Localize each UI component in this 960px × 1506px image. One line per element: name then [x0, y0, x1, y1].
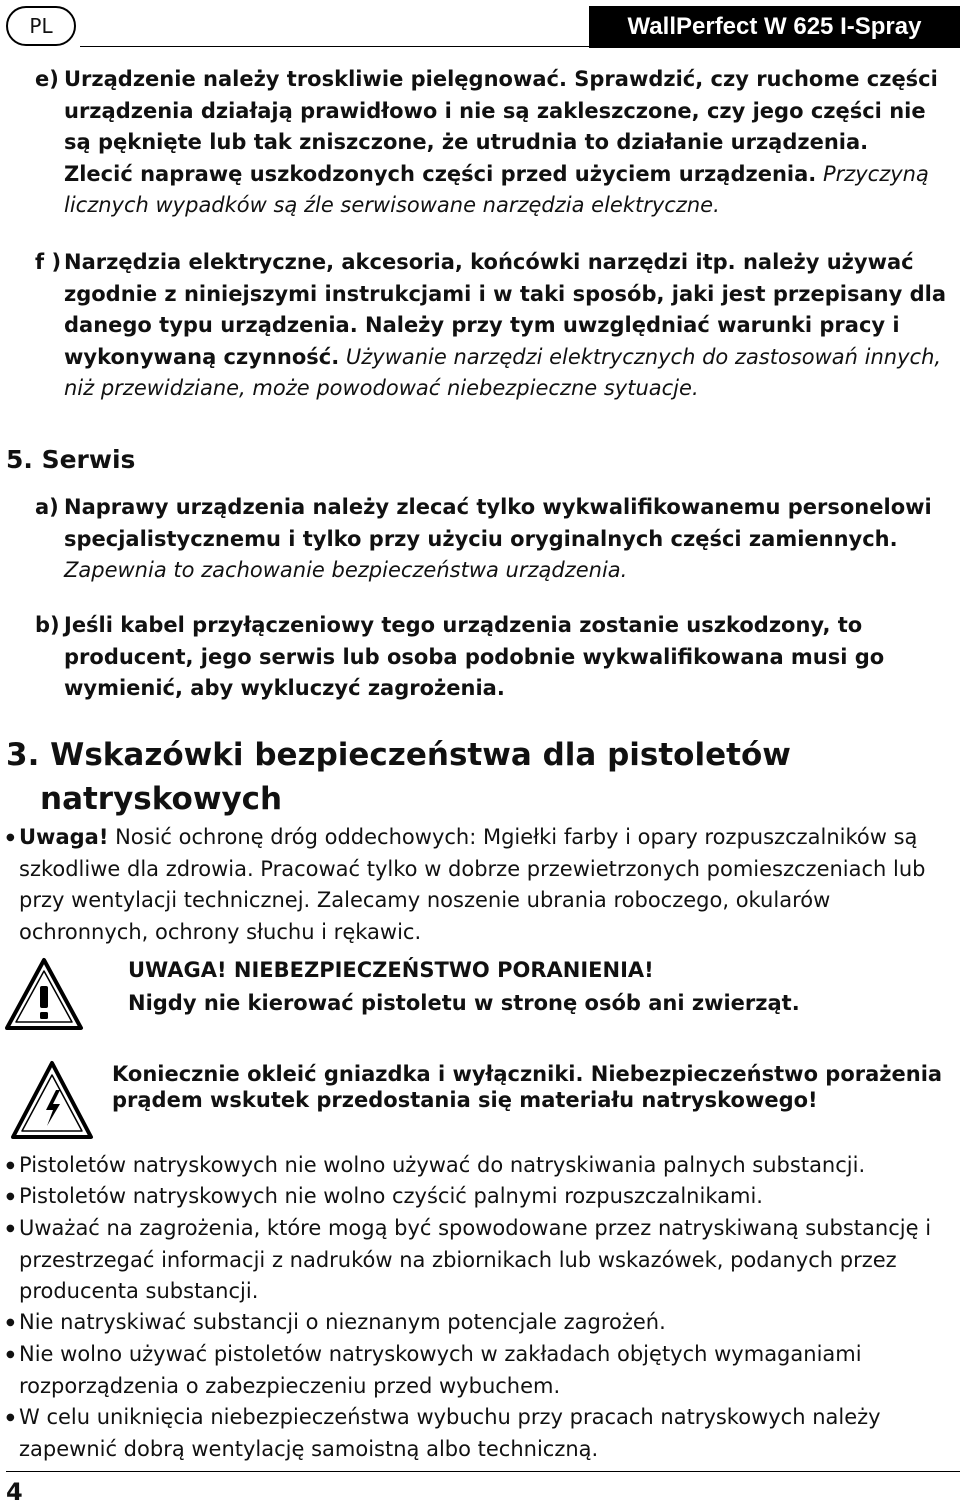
bullet-item: Pistoletów natryskowych nie wolno używać do natryskiwania palnych substancji.	[19, 1153, 866, 1177]
header-divider	[80, 46, 590, 47]
warning-1-line1: UWAGA! NIEBEZPIECZEŃSTWO PORANIENIA!	[128, 958, 654, 982]
bullet-dot: ●	[6, 1160, 15, 1171]
bullet-dot: ●	[6, 1223, 15, 1234]
uwaga-text: Nosić ochronę dróg oddechowych: Mgiełki farby i opary rozpuszczalników są szkodliwe dla zdrowia. Pracować tylko w dobrze przewietrzonych pomieszczeniach lub przy wentylacji technicznej. Zalecamy noszenie ubrania roboczego, okularów ochronnych, ochrony słuchu i rękawic.	[19, 825, 926, 944]
section-5-a-label: a)	[35, 495, 59, 519]
page-number: 4	[6, 1478, 23, 1506]
warning-triangle-icon	[4, 957, 84, 1031]
section-3-heading-line2: natryskowych	[40, 781, 283, 817]
section-5-b-bold: Jeśli kabel przyłączeniowy tego urządzenia zostanie uszkodzony, to producent, jego serwis lub osoba podobnie wykwalifikowana musi go wymienić, aby wykluczyć zagrożenia.	[64, 613, 885, 700]
bullet-item: Uważać na zagrożenia, które mogą być spowodowane przez natryskiwaną substancję i przestrzegać informacji z nadruków na zbiornikach lub wskazówek, podanych przez producenta substancji.	[19, 1216, 932, 1303]
item-f-label: f )	[35, 250, 62, 274]
footer-divider	[6, 1471, 960, 1472]
bullet-dot: ●	[6, 1349, 15, 1360]
item-f-text	[64, 247, 954, 405]
section-5-b-text	[64, 610, 904, 705]
item-e-bold: Urządzenie należy troskliwie pielęgnować. Sprawdzić, czy ruchome części urządzenia działają prawidłowo i nie są zakleszczone, czy jego części nie są pęknięte lub tak zniszczone, że utrudnia to działanie urządzenia. Zlecić naprawę uszkodzonych części przed użyciem urządzenia.	[64, 67, 938, 186]
uwaga-label: Uwaga!	[19, 825, 109, 849]
bullet-dot: ●	[6, 1412, 15, 1423]
section-5-a-italic: Zapewnia to zachowanie bezpieczeństwa urządzenia.	[64, 558, 628, 582]
section-5-a-text	[64, 492, 944, 587]
section-5-heading: 5. Serwis	[6, 445, 136, 474]
bullet-dot: ●	[6, 1317, 15, 1328]
bullet-item: W celu uniknięcia niebezpieczeństwa wybuchu przy pracach natryskowych należy zapewnić dobrą wentylację samoistną albo techniczną.	[19, 1405, 881, 1461]
electric-shock-warning-icon	[10, 1060, 94, 1140]
section-3-heading	[6, 733, 791, 821]
section-5-b-label: b)	[35, 613, 60, 637]
item-e-label: e)	[35, 67, 59, 91]
section-3-heading-line1: 3. Wskazówki bezpieczeństwa dla pistoletów	[6, 737, 791, 773]
uwaga-paragraph	[19, 822, 954, 948]
bullet-item: Nie wolno używać pistoletów natryskowych w zakładach objętych wymaganiami rozporządzenia o zabezpieczeniu przed wybuchem.	[19, 1342, 862, 1398]
warning-2-line2: prądem wskutek przedostania się materiału natryskowego!	[112, 1088, 818, 1112]
bullet-item: Nie natryskiwać substancji o nieznanym potencjale zagrożeń.	[19, 1310, 666, 1334]
item-e-text	[64, 64, 944, 222]
bullet-dot: ●	[6, 832, 15, 843]
warning-2-line1: Koniecznie okleić gniazdka i wyłączniki. Niebezpieczeństwo porażenia	[112, 1062, 943, 1086]
language-badge: PL	[6, 6, 76, 46]
item-f-italic: Używanie narzędzi elektrycznych do zastosowań innych, niż przewidziane, może powodować niebezpieczne sytuacje.	[64, 344, 942, 400]
item-f-bold: Narzędzia elektryczne, akcesoria, końcówki narzędzi itp. należy używać zgodnie z niniejszymi instrukcjami i w taki sposób, jaki jest przepisany dla danego typu urządzenia. Należy przy tym uwzględniać warunki pracy i wykonywaną czynność.	[64, 250, 947, 369]
section-5-a-bold: Naprawy urządzenia należy zlecać tylko wykwalifikowanemu personelowi specjalistycznemu i tylko przy użyciu oryginalnych części zamiennych.	[64, 495, 932, 551]
bullet-item: Pistoletów natryskowych nie wolno czyścić palnymi rozpuszczalnikami.	[19, 1184, 763, 1208]
bullet-dot: ●	[6, 1191, 15, 1202]
warning-1-line2: Nigdy nie kierować pistoletu w stronę osób ani zwierząt.	[128, 991, 800, 1015]
product-title: WallPerfect W 625 I-Spray	[589, 6, 960, 48]
item-e-italic: Przyczyną licznych wypadków są źle serwisowane narzędzia elektryczne.	[64, 161, 929, 217]
